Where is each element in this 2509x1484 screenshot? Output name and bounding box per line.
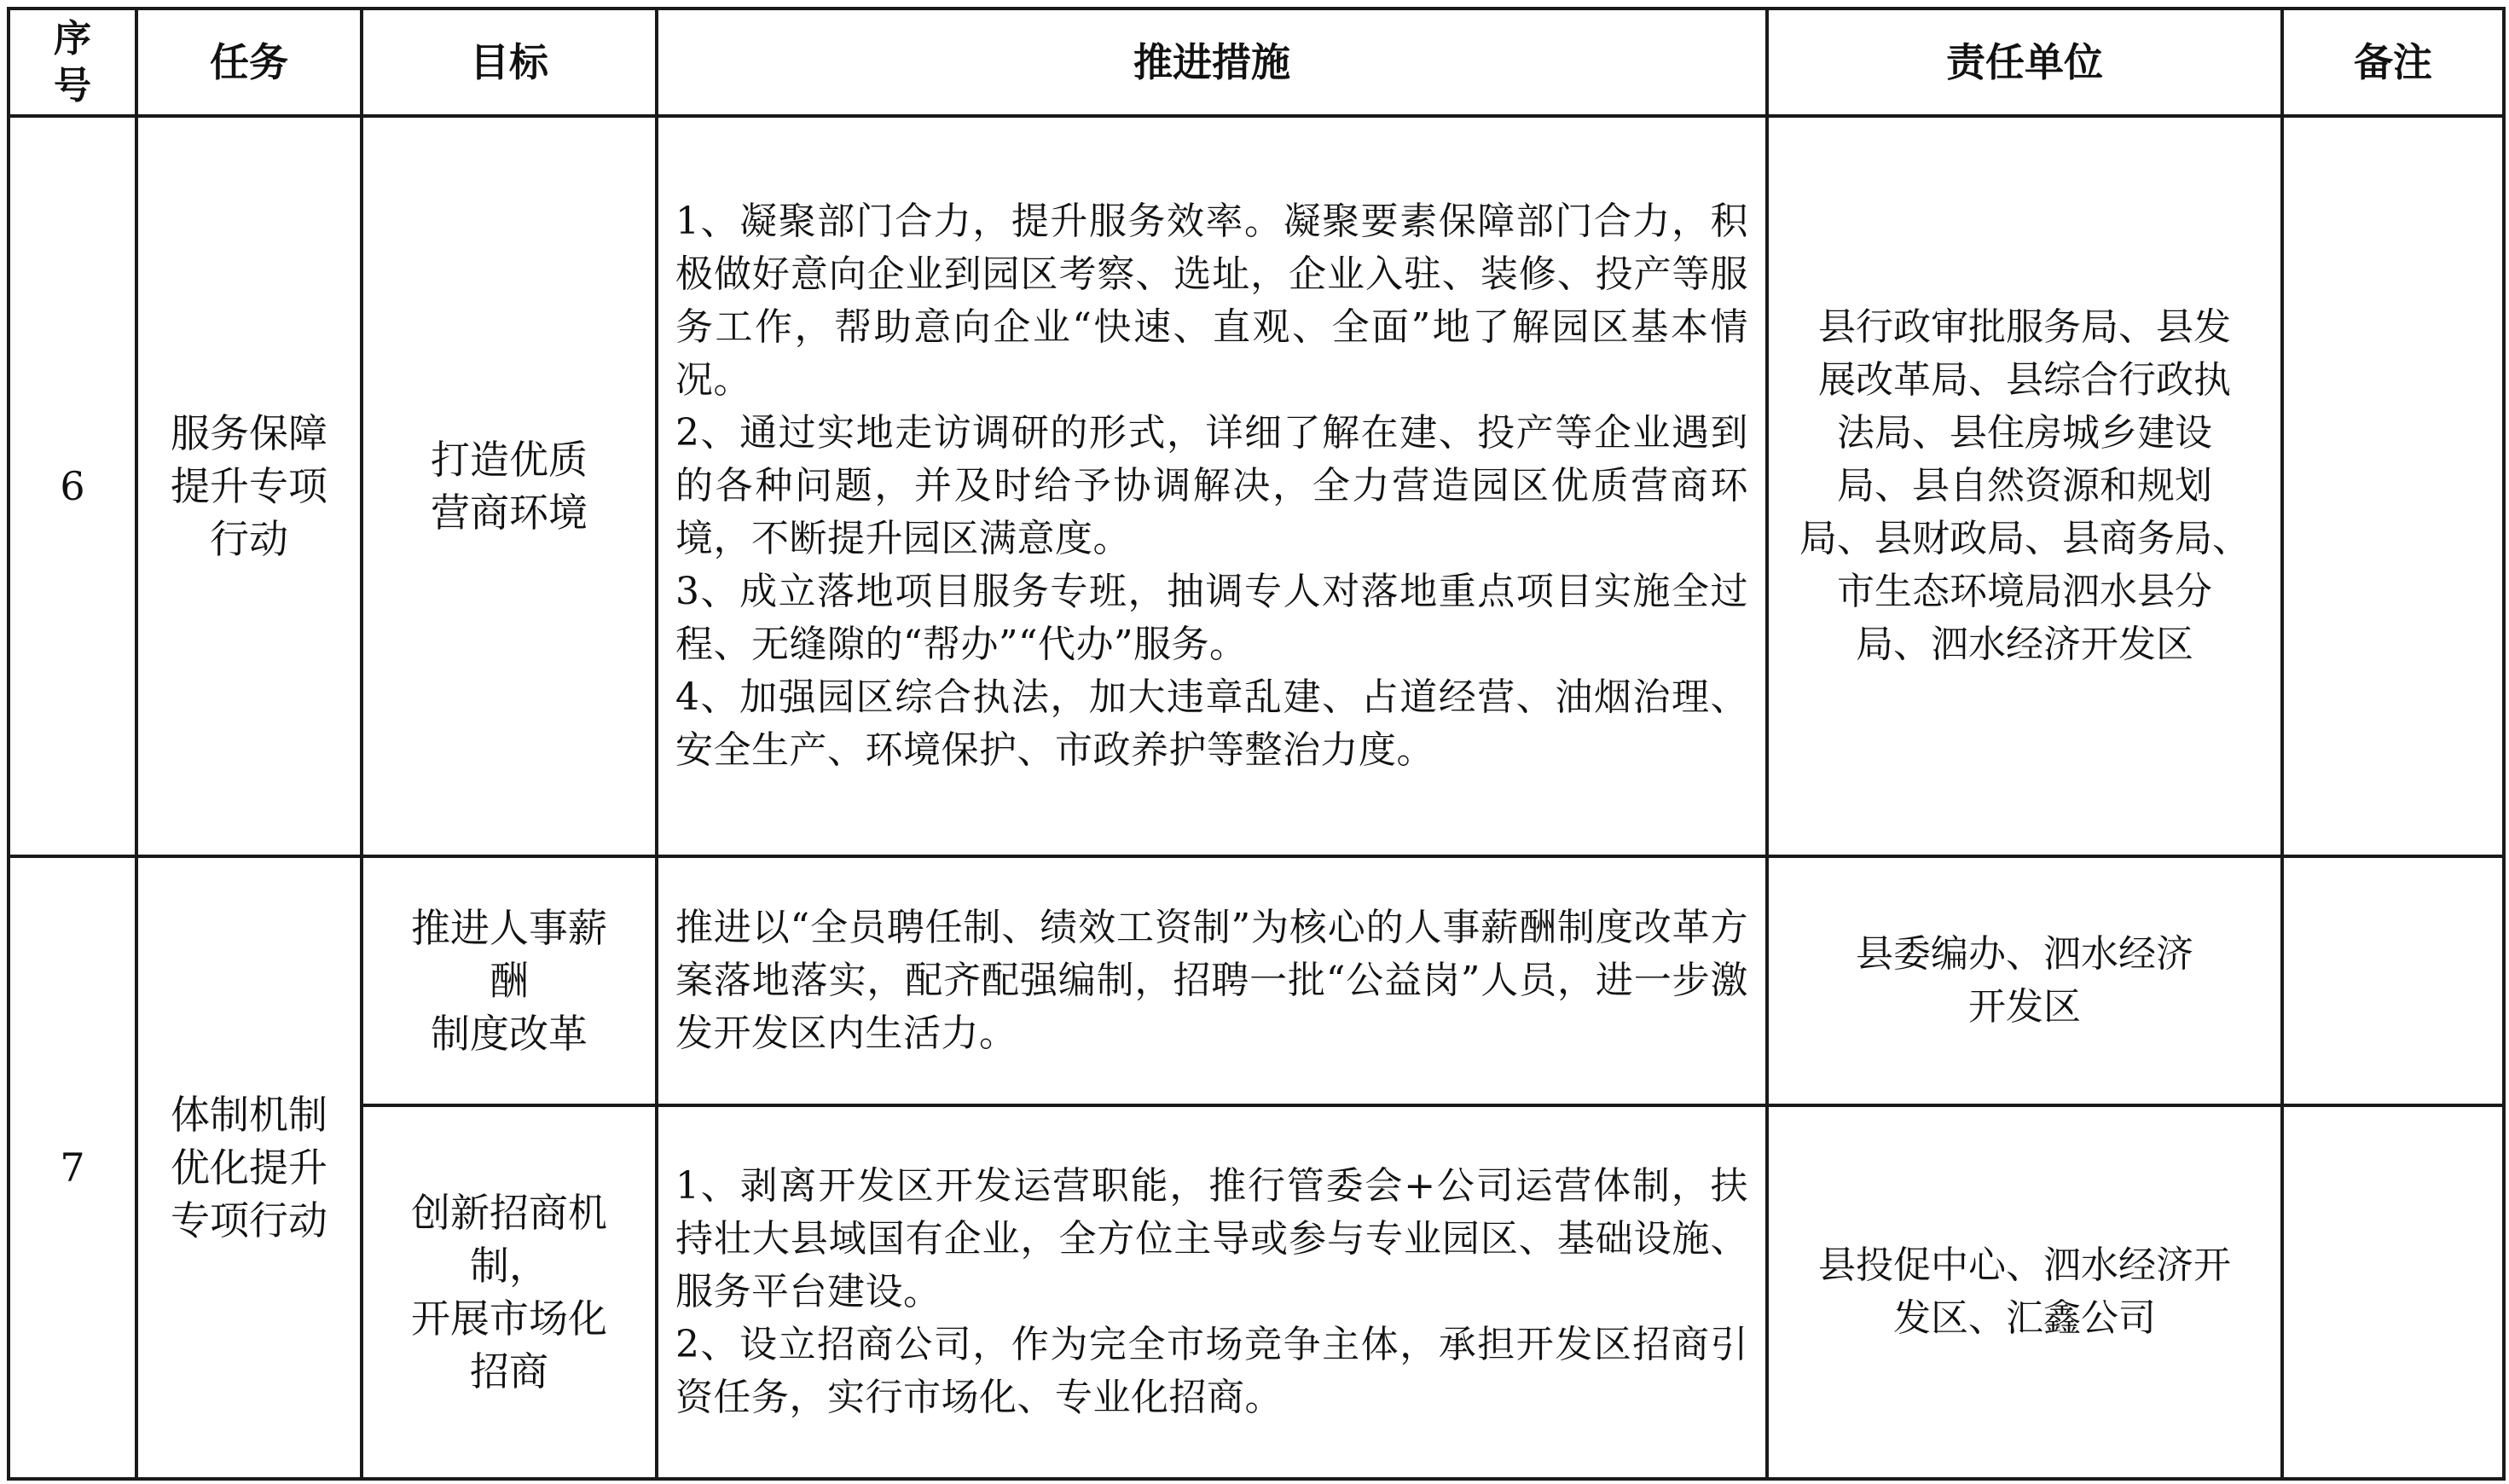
row-remark xyxy=(2282,116,2504,856)
row-measures: 1、凝聚部门合力，提升服务效率。凝聚要素保障部门合力，积极做好意向企业到园区考察、选址，企业入驻、装修、投产等服务工作，帮助意向企业“快速、直观、全面”地了解园区基本情况。 2、通过实地走访调研的形式，详细了解在建、投产等企业遇到的各种问题，并及时给予协调解决，全力营造园区优质营商环境，不断提升园区满意度。 3、成立落地项目服务专班，抽调专人对落地重点项目实施全过程、无缝隙的“帮办”“代办”服务。 4、加强园区综合执法，加大违章乱建、占道经营、油烟治理、安全生产、环境保护、市政养护等整治力度。 xyxy=(657,116,1767,856)
row-seq: 7 xyxy=(9,856,136,1479)
table-row xyxy=(9,116,2504,856)
row-task: 体制机制 优化提升 专项行动 xyxy=(136,856,362,1479)
header-task: 任务 xyxy=(136,9,362,116)
row-unit: 县委编办、泗水经济 开发区 xyxy=(1767,856,2282,1105)
row-remark xyxy=(2282,856,2504,1105)
header-remark: 备注 xyxy=(2282,9,2504,116)
header-row xyxy=(9,9,2504,116)
row-goal: 推进人事薪 酬 制度改革 xyxy=(362,856,657,1105)
row-measures: 推进以“全员聘任制、绩效工资制”为核心的人事薪酬制度改革方案落地落实，配齐配强编制，招聘一批“公益岗”人员，进一步激发开发区内生活力。 xyxy=(657,856,1767,1105)
row-seq: 6 xyxy=(9,116,136,856)
row-goal: 创新招商机 制， 开展市场化 招商 xyxy=(362,1105,657,1479)
row-task: 服务保障 提升专项 行动 xyxy=(136,116,362,856)
tasks-table xyxy=(7,7,2506,1481)
header-seq: 序号 xyxy=(9,9,136,116)
row-goal: 打造优质 营商环境 xyxy=(362,116,657,856)
table-row xyxy=(9,856,2504,1105)
row-measures: 1、剥离开发区开发运营职能，推行管委会+公司运营体制，扶持壮大县域国有企业，全方位主导或参与专业园区、基础设施、服务平台建设。 2、设立招商公司，作为完全市场竞争主体，承担开发区招商引资任务，实行市场化、专业化招商。 xyxy=(657,1105,1767,1479)
header-goal: 目标 xyxy=(362,9,657,116)
header-unit: 责任单位 xyxy=(1767,9,2282,116)
header-measures: 推进措施 xyxy=(657,9,1767,116)
row-unit: 县投促中心、泗水经济开 发区、汇鑫公司 xyxy=(1767,1105,2282,1479)
table-row xyxy=(9,1105,2504,1479)
row-unit: 县行政审批服务局、县发 展改革局、县综合行政执 法局、县住房城乡建设 局、县自然资源和规划 局、县财政局、县商务局、 市生态环境局泗水县分 局、泗水经济开发区 xyxy=(1767,116,2282,856)
row-remark xyxy=(2282,1105,2504,1479)
